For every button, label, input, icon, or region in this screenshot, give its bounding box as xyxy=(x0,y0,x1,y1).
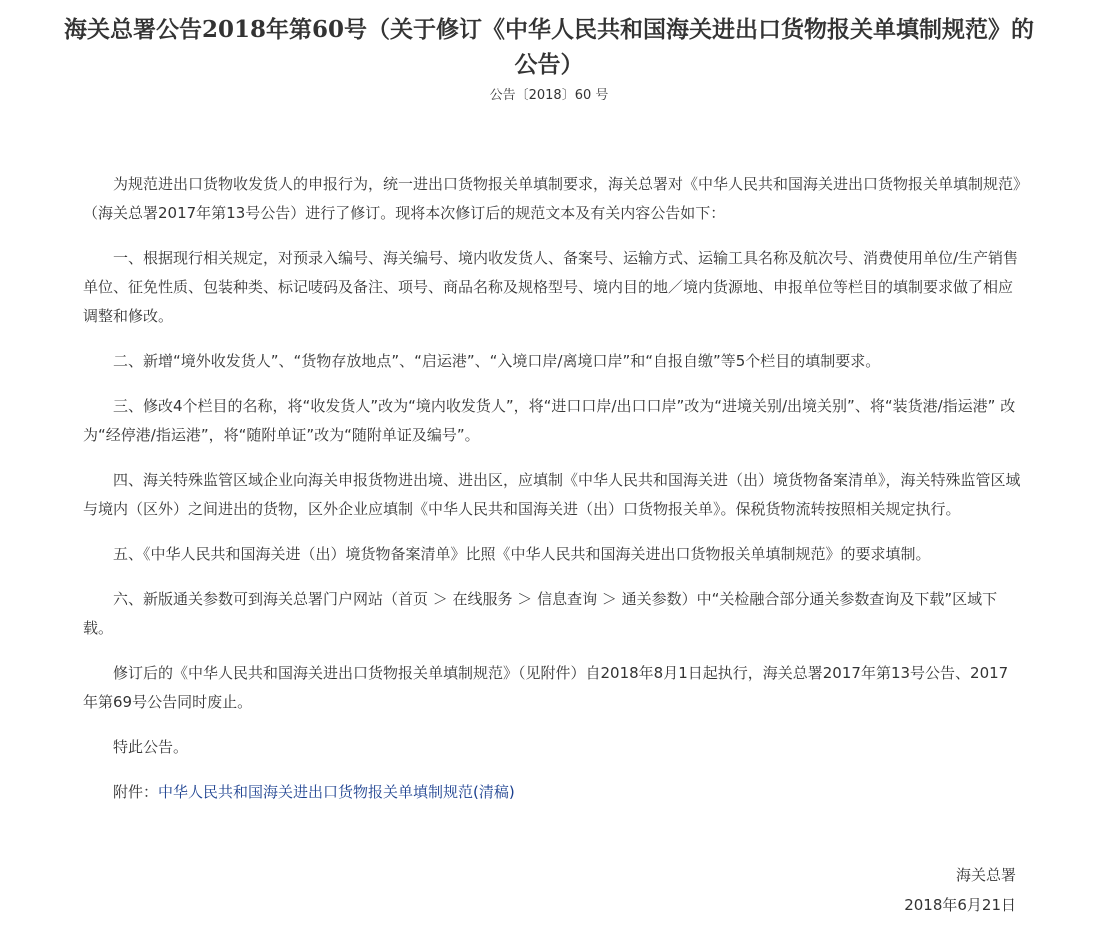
attachment-label: 附件： xyxy=(113,783,159,801)
item-3-paragraph: 三、修改4个栏目的名称，将“收发货人”改为“境内收发货人”，将“进口口岸/出口口岸”改为“进境关别/出境关别”、将“装货港/指运港” 改为“经停港/指运港”，将“随附单证”改为“随附单证及编号”。 xyxy=(83,397,1016,444)
intro-paragraph: 为规范进出口货物收发货人的申报行为，统一进出口货物报关单填制要求，海关总署对《中华人民共和国海关进出口货物报关单填制规范》（海关总署2017年第13号公告）进行了修订。现将本次修订后的规范文本及有关内容公告如下： xyxy=(83,175,1021,222)
item-2-paragraph: 二、新增“境外收发货人”、“货物存放地点”、“启运港”、“入境口岸/离境口岸”和“自报自缴”等5个栏目的填制要求。 xyxy=(113,352,881,370)
page-title: 海关总署公告2018年第60号（关于修订《中华人民共和国海关进出口货物报关单填制规范》的公告） xyxy=(63,16,1035,78)
item-6-paragraph: 六、新版通关参数可到海关总署门户网站（首页 ＞ 在线服务 ＞ 信息查询 ＞ 通关参数）中“关检融合部分通关参数查询及下载”区域下载。 xyxy=(83,590,998,637)
issuer-name: 海关总署 xyxy=(955,866,1016,884)
item-5-paragraph: 五、《中华人民共和国海关进（出）境货物备案清单》比照《中华人民共和国海关进出口货物报关单填制规范》的要求填制。 xyxy=(113,545,931,563)
document-number: 公告〔2018〕60 号 xyxy=(489,88,609,103)
item-4-paragraph: 四、海关特殊监管区域企业向海关申报货物进出境、进出区，应填制《中华人民共和国海关进（出）境货物备案清单》，海关特殊监管区域与境内（区外）之间进出的货物，区外企业应填制《中华人民共和国海关进（出）口货物报关单》。保税货物流转按照相关规定执行。 xyxy=(83,471,1021,518)
effective-date-paragraph: 修订后的《中华人民共和国海关进出口货物报关单填制规范》（见附件）自2018年8月1日起执行，海关总署2017年第13号公告、2017年第69号公告同时废止。 xyxy=(83,664,1009,711)
attachment-paragraph xyxy=(83,778,1023,807)
closing-paragraph: 特此公告。 xyxy=(113,738,189,756)
announcement-body xyxy=(83,170,1023,823)
item-1-paragraph: 一、根据现行相关规定，对预录入编号、海关编号、境内收发货人、备案号、运输方式、运输工具名称及航次号、消费使用单位/生产销售单位、征免性质、包装种类、标记唛码及备注、项号、商品名称及规格型号、境内目的地／境内货源地、申报单位等栏目的填制要求做了相应调整和修改。 xyxy=(83,249,1019,325)
signature-block xyxy=(904,860,1016,920)
issue-date: 2018年6月21日 xyxy=(904,896,1016,914)
attachment-link[interactable]: 中华人民共和国海关进出口货物报关单填制规范(清稿) xyxy=(158,783,515,801)
